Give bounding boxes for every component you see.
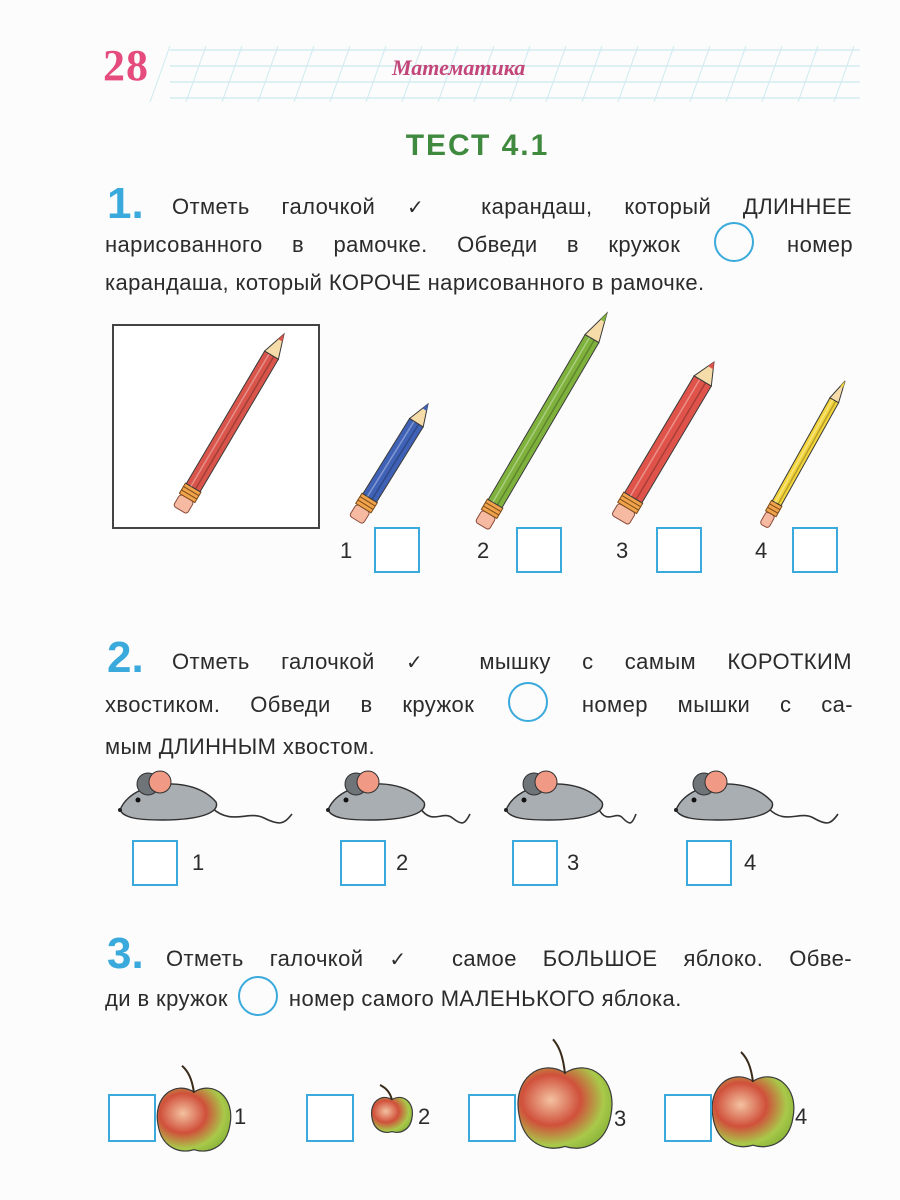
tick-mark-icon: ✓ xyxy=(406,650,448,674)
task-1-text-line3: карандаша, который КОРОЧЕ нарисованного в рамочке. xyxy=(105,270,705,295)
task-3-text-line2b: номер самого МАЛЕНЬКОГО яблока. xyxy=(288,986,682,1011)
apple-1 xyxy=(157,1066,231,1151)
apple-answer-box-1[interactable] xyxy=(108,1094,156,1142)
task-1-text-line2b: номер xyxy=(787,232,854,257)
apple-number-4: 4 xyxy=(795,1104,808,1129)
task-1-text-line1a: Отметь галочкой xyxy=(172,194,376,219)
mouse-number-1: 1 xyxy=(192,850,205,875)
pencil-number-4: 4 xyxy=(755,538,768,563)
task-1-number: 1. xyxy=(107,179,144,228)
task-3-text-line2a: ди в кружок xyxy=(105,986,228,1011)
task-2-text-line1a: Отметь галочкой xyxy=(172,649,375,674)
pencil-number-1: 1 xyxy=(340,538,353,563)
apple-3 xyxy=(518,1039,612,1148)
task-2-text-line3: мым ДЛИННЫМ хвостом. xyxy=(105,734,375,759)
apple-number-1: 1 xyxy=(234,1104,247,1129)
apple-number-3: 3 xyxy=(614,1106,627,1131)
apple-answer-box-3[interactable] xyxy=(468,1094,516,1142)
apple-number-2: 2 xyxy=(418,1104,431,1129)
apple-answer-box-2[interactable] xyxy=(306,1094,354,1142)
task-3-number: 3. xyxy=(107,929,144,978)
apple-answer-box-4[interactable] xyxy=(664,1094,712,1142)
task-2-text-line1b: мышку с самым КОРОТКИМ xyxy=(479,649,852,674)
task-2-text-line2b: номер мышки с са- xyxy=(581,692,853,717)
test-title: ТЕСТ 4.1 xyxy=(405,129,550,162)
task-3-text-line1b: самое БОЛЬШОЕ яблоко. Обве- xyxy=(452,946,852,971)
tick-mark-icon: ✓ xyxy=(389,947,427,971)
apple-4 xyxy=(712,1052,794,1147)
task-1-text-line1b: карандаш, который ДЛИННЕЕ xyxy=(481,194,852,219)
subject-title: Математика xyxy=(392,55,526,80)
mouse-number-4: 4 xyxy=(744,850,757,875)
mouse-number-2: 2 xyxy=(396,850,409,875)
pencil-number-2: 2 xyxy=(477,538,490,563)
task-2-number: 2. xyxy=(107,633,144,682)
tick-mark-icon: ✓ xyxy=(406,195,450,219)
pencil-number-3: 3 xyxy=(616,538,629,563)
task-3-text-line1a: Отметь галочкой xyxy=(166,946,364,971)
mouse-number-3: 3 xyxy=(567,850,580,875)
task-1-text-line2a: нарисованного в рамочке. Обведи в кружок xyxy=(105,232,681,257)
page-number: 28 xyxy=(103,41,149,90)
apple-2 xyxy=(372,1085,413,1132)
task-2-text-line2a: хвостиком. Обведи в кружок xyxy=(105,692,475,717)
